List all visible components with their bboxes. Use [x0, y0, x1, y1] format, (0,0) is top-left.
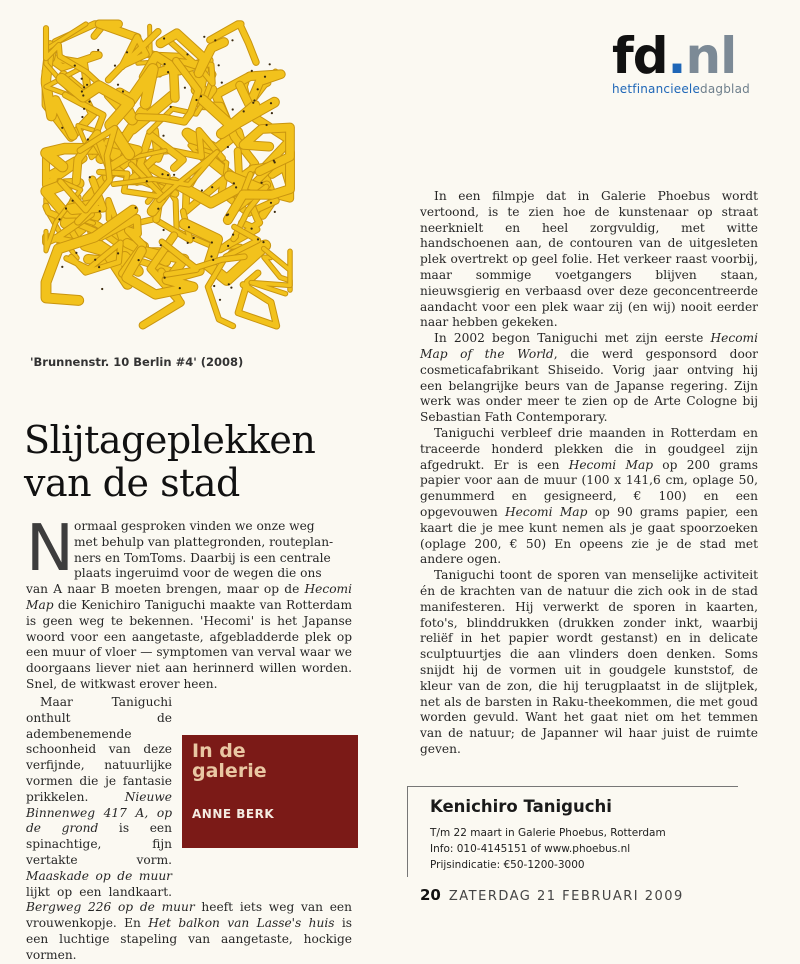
in-de-galerie-box	[182, 735, 358, 848]
art-dot	[221, 82, 223, 84]
italic-title: Hecomi Map of the World	[420, 331, 758, 361]
art-dot	[126, 51, 128, 53]
art-dot	[235, 186, 237, 188]
art-dot	[227, 245, 229, 247]
art-dot	[117, 84, 119, 86]
art-dot	[117, 252, 119, 254]
art-dot	[83, 108, 85, 110]
art-dot	[81, 78, 83, 80]
art-dot	[81, 90, 83, 92]
text-run: lijkt op een landkaart.	[26, 884, 172, 899]
artwork-caption: 'Brunnenstr. 10 Berlin #4' (2008)	[30, 355, 244, 369]
artwork-shapes	[46, 24, 290, 326]
headline-line-1: Slijtageplekken	[24, 418, 316, 462]
art-dot	[83, 86, 85, 88]
italic-title: Nieuwe Binnenweg 417 A, op de grond	[26, 789, 172, 836]
art-dot	[211, 241, 213, 243]
art-dot	[163, 229, 165, 231]
right-paragraph	[420, 568, 758, 758]
art-dot	[163, 37, 165, 39]
intro-line: plaats ingeruimd voor de wegen die ons	[74, 566, 322, 581]
art-dot	[232, 108, 234, 110]
logo-tagline-blue: hetfinancieele	[612, 82, 701, 96]
art-dot	[161, 173, 163, 175]
text-run: In 2002 begon Taniguchi met zijn eerste	[434, 331, 711, 346]
art-dot	[101, 288, 103, 290]
art-dot	[203, 36, 205, 38]
art-dot	[160, 244, 162, 246]
text-run: van A naar B moeten brengen, maar op de	[26, 582, 305, 597]
art-dot	[81, 116, 83, 118]
art-dot	[210, 255, 212, 257]
intro-line: ners en TomToms. Daarbij is een centrale	[74, 550, 331, 565]
headline-line-2: van de stad	[24, 461, 240, 505]
text-run: die Kenichiro Taniguchi maakte van Rotterdam is geen weg te bekennen. 'Hecomi' is het Japanse woord voor een aangetaste, afgebladderde plek op een muur of vloer — symptomen van verval waar we doorgaans liever niet aan herinnerd willen worden. Snel, de witkwast erover heen.	[26, 597, 352, 691]
text-run: , die werd gesponsord door cosmeticafabrikant Shiseido. Vorig jaar ontving hij een belangrijke beurs van de Japanse regering. Zijn werk was onder meer te zien op de Arte Cologne bij Sebastian Fath Contemporary.	[420, 346, 758, 425]
page-footer	[420, 885, 684, 904]
art-dot	[211, 186, 213, 188]
art-dot	[173, 174, 175, 176]
right-paragraph	[420, 426, 758, 568]
art-dot	[61, 127, 63, 129]
art-dot	[257, 238, 259, 240]
art-dot	[193, 237, 195, 239]
text-run: op 90 grams papier, een kaart die je mee kunt nemen als je gaat spoorzoeken (oplage 200, € 50) En opeens zie je de stad met andere ogen.	[420, 504, 758, 567]
box-title	[192, 741, 267, 781]
art-dot	[146, 180, 148, 182]
exhibition-dates: T/m 22 maart in Galerie Phoebus, Rotterdam	[430, 827, 666, 839]
art-dot	[252, 102, 254, 104]
art-dot	[213, 285, 215, 287]
box-title-line-1: In de	[192, 740, 246, 762]
art-dot	[271, 112, 273, 114]
art-dot	[261, 182, 263, 184]
art-dot	[243, 110, 245, 112]
italic-title: Hecomi Map	[505, 504, 588, 519]
logo-tagline-grey: dagblad	[700, 82, 750, 96]
text-run: In een filmpje dat in Galerie Phoebus wordt vertoond, is te zien hoe de kunstenaar op straat neerknielt en heel zorgvuldig, met witte handschoenen aan, de contouren van de uitgesleten plek overtrekt op geel folie. Het verkeer raast voorbij, maar sommige voetgangers blijven staan, nieuwsgierig en verbaasd over deze geconcentreerde aandacht voor een plek waar zij (en wij) nooit eerder naar hebben gekeken.	[420, 189, 758, 330]
art-dot	[228, 283, 230, 285]
art-dot	[195, 99, 197, 101]
art-dot	[87, 138, 89, 140]
artwork-image	[38, 16, 298, 346]
art-dot	[82, 94, 84, 96]
art-dot	[162, 135, 164, 137]
logo-dot: .	[667, 27, 686, 85]
art-dot	[269, 63, 271, 65]
art-dot	[233, 182, 235, 184]
art-dot	[201, 189, 203, 191]
art-dot	[114, 65, 116, 67]
art-dot	[214, 39, 216, 41]
art-dot	[264, 76, 266, 78]
art-dot	[65, 207, 67, 209]
text-run: is een luchtige stapeling van aangetaste, hockige vormen.	[26, 916, 353, 962]
art-dot	[200, 95, 202, 97]
logo-nl: nl	[685, 27, 737, 85]
text-run: is een spinachtige, fijn vertakte vorm.	[26, 821, 172, 867]
art-dot	[257, 88, 259, 90]
intro-continuation	[26, 582, 352, 693]
art-dot	[270, 202, 272, 204]
text-run: op 200 grams papier voor aan de muur (100 x 141,6 cm, oplage 50, genummerd en gesigneerd, € 100) en een opgevouwen	[420, 457, 758, 519]
art-dot	[72, 200, 74, 202]
art-dot	[270, 102, 272, 104]
art-dot	[212, 259, 214, 261]
art-dot	[218, 64, 220, 66]
art-dot	[157, 208, 159, 210]
text-run: Maar Taniguchi onthult de adembenemende schoonheid van deze verfijnde, natuurlijke vormen die je fantasie prikkelen.	[26, 695, 172, 804]
art-dot	[266, 124, 268, 126]
art-dot	[138, 259, 140, 261]
text-run: heeft iets weg van een vrouwenkopje. En	[26, 900, 352, 931]
article-intro-paragraph	[26, 512, 352, 693]
art-dot	[167, 174, 169, 176]
art-dot	[230, 287, 232, 289]
art-dot	[253, 99, 255, 101]
italic-title: Hecomi Map	[26, 582, 352, 612]
art-dot	[74, 65, 76, 67]
art-dot	[274, 161, 276, 163]
art-dot	[226, 214, 228, 216]
fd-logo	[612, 27, 788, 102]
text-run: Taniguchi verbleef drie maanden in Rotterdam en traceerde honderd plekken die in goudgeel zijn afgedrukt. Er is een	[420, 425, 758, 472]
art-dot	[122, 90, 124, 92]
art-dot	[231, 39, 233, 41]
art-dot	[186, 53, 188, 55]
art-dot	[94, 259, 96, 261]
right-paragraph	[420, 331, 758, 426]
art-dot	[75, 252, 77, 254]
art-dot	[135, 207, 137, 209]
exhibition-info	[407, 786, 738, 877]
text-run: Taniguchi toont de sporen van menselijke activiteit én de krachten van de natuur die zich ook in de stad manifesteren. Hij verwerkt de sporen in kaarten, foto's, blinddrukken (drukken zonder inkt, waarbij reliëf in het papier wordt gestanst) en in delicate sculptuurtjes die aan vlinders doen denken. Soms snijdt hij de vormen uit in goudgele kunststof, de kleur van de zon, die hij terugplaatst in de slijtplek, net als de barsten in Raku-theekommen, die met goud worden gevuld. Want het gaat niet om het temmen van de natuur; de Japanner wil haar juist de ruimte geven.	[420, 568, 758, 756]
author-name: ANNE BERK	[192, 807, 275, 821]
italic-title: Maaskade op de muur	[26, 868, 172, 883]
article-right-column	[420, 189, 758, 758]
art-dot	[187, 242, 189, 244]
intro-line: ormaal gesproken vinden we onze weg	[74, 519, 315, 533]
art-dot	[251, 70, 253, 72]
art-dot	[58, 218, 60, 220]
art-dot	[167, 71, 169, 73]
art-dot	[219, 299, 221, 301]
art-dot	[232, 234, 234, 236]
logo-fd: fd	[612, 27, 668, 85]
art-dot	[164, 277, 166, 279]
art-dot	[184, 87, 186, 89]
drop-cap: N	[26, 512, 74, 586]
page-number: 20	[420, 886, 441, 904]
price-indication: Prijsindicatie: €50-1200-3000	[430, 859, 585, 871]
art-dot	[88, 101, 90, 103]
italic-title: Het balkon van Lasse's huis	[148, 916, 335, 931]
italic-title: Bergweg 226 op de muur	[26, 900, 195, 915]
headline	[24, 419, 384, 505]
box-title-line-2: galerie	[192, 760, 267, 782]
art-dot	[179, 287, 181, 289]
art-dot	[188, 226, 190, 228]
art-dot	[99, 210, 101, 212]
art-dot	[98, 266, 100, 268]
art-dot	[170, 106, 172, 108]
artist-name: Kenichiro Taniguchi	[430, 797, 612, 816]
italic-title: Hecomi Map	[568, 457, 654, 472]
art-dot	[164, 63, 166, 65]
art-dot	[251, 228, 253, 230]
exhibition-contact: Info: 010-4145151 of www.phoebus.nl	[430, 843, 631, 855]
art-dot	[227, 146, 229, 148]
art-dot	[61, 266, 63, 268]
art-dot	[86, 84, 88, 86]
art-dot	[262, 241, 264, 243]
issue-date: ZATERDAG 21 FEBRUARI 2009	[448, 889, 684, 904]
right-paragraph	[420, 189, 758, 331]
art-dot	[97, 49, 99, 51]
intro-line: met behulp van plattegronden, routeplan-	[74, 534, 334, 549]
art-dot	[274, 211, 276, 213]
art-dot	[89, 176, 91, 178]
